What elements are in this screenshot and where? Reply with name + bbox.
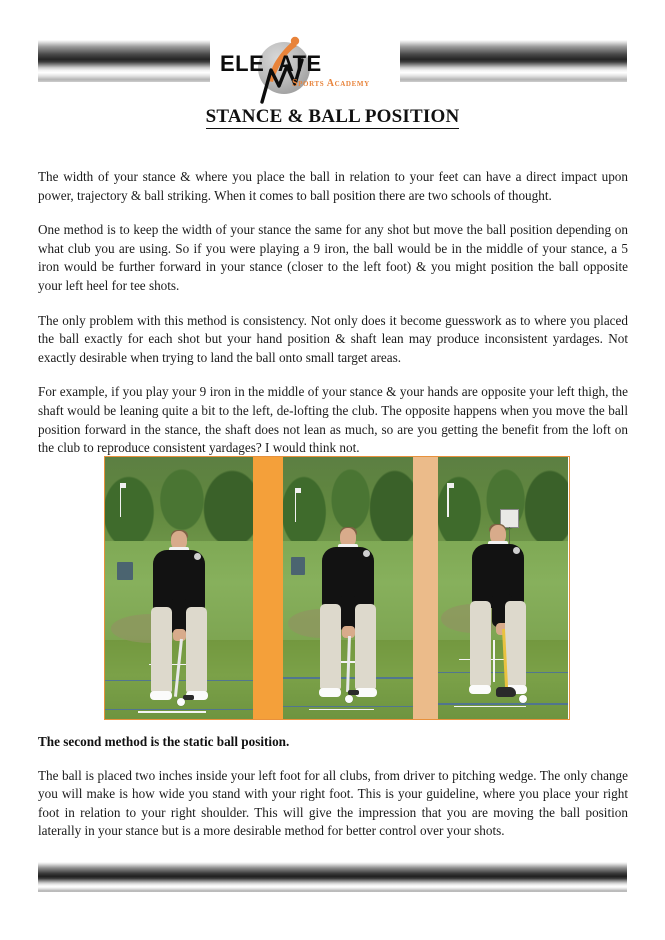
paragraph: The width of your stance & where you place the ball in relation to your feet can have a direct impact upon power, trajectory & ball striking. When it comes to ball position there are two schools of thought. <box>38 169 628 203</box>
figure-divider-1 <box>253 457 283 719</box>
photo-golfer-ball-middle <box>283 457 413 719</box>
paragraph: The only problem with this method is consistency. Not only does it become guesswork as to where you placed the ball exactly for each shot but your hand position & shaft lean may produce inconsistent yardages. Not exactly desirable when trying to land the ball onto small target areas. <box>38 312 628 365</box>
logo-wordmark <box>220 53 322 75</box>
paragraph: For example, if you play your 9 iron in the middle of your stance & your hands are opposite your left thigh, the shaft would be leaning quite a bit to the left, de-lofting the club. The opposite happens when you move the ball position forward in the stance, the shaft does not lean as much, so are you getting the benefit from the loft on the club to reproduce consistent yardages? I would think not. <box>38 384 628 456</box>
footer-chrome-bar <box>38 862 627 892</box>
logo-word-part2: ATE <box>277 51 322 76</box>
figure-stance-sequence <box>104 456 570 720</box>
page-title <box>0 106 665 128</box>
article-body-top <box>38 168 628 474</box>
logo-word-part1: ELE <box>220 51 265 76</box>
page-title-text: STANCE & BALL POSITION <box>205 106 460 127</box>
subheading: The second method is the static ball position. <box>38 734 290 749</box>
paragraph: One method is to keep the width of your stance the same for any shot but move the ball position depending on what club you are using. So if you were playing a 9 iron, the ball would be in the middle of your stance, a 5 iron would be further forward in your stance (closer to the left foot) & you might position the ball opposite your left heel for tee shots. <box>38 222 628 293</box>
header-chrome-bar-left <box>38 40 210 82</box>
article-body-bottom <box>38 733 628 841</box>
figure-divider-2 <box>413 457 438 719</box>
header-chrome-bar-right <box>400 40 627 82</box>
photo-golfer-ball-back <box>105 457 253 719</box>
paragraph: The ball is placed two inches inside your left foot for all clubs, from driver to pitching wedge. The only change you will make is how wide you stand with your right foot. This is your guideline, where you place your right foot in relation to your right shoulder. This will give the impression that you are moving the ball position laterally in your stance but is a more desirable method for better control over your shots. <box>38 767 628 839</box>
photo-golfer-ball-forward <box>438 457 568 719</box>
logo-subtitle: Sports Academy <box>292 78 370 89</box>
elevate-sports-academy-logo <box>212 36 402 108</box>
page-header <box>0 40 665 102</box>
